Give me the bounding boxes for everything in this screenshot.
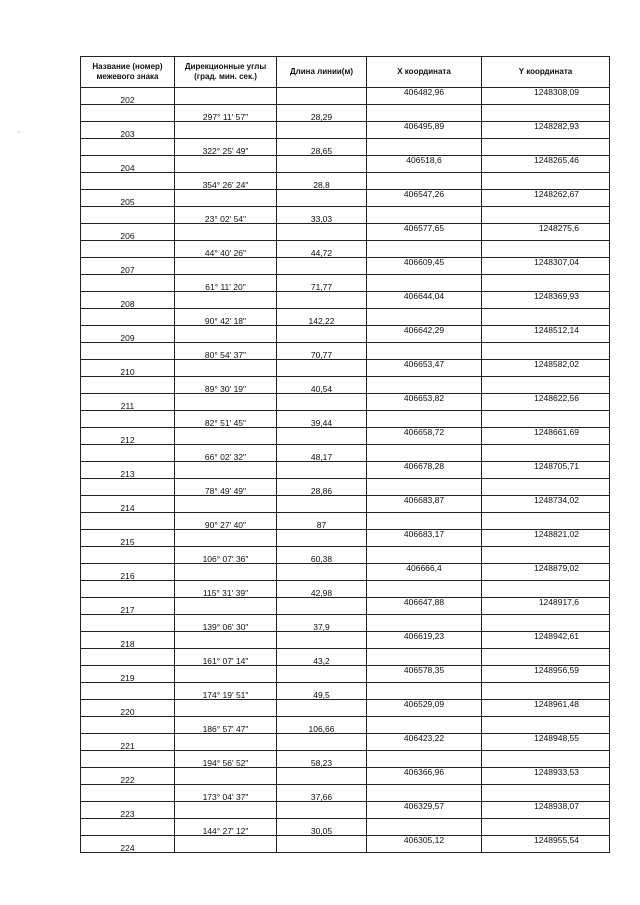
table-row-point [81,462,610,479]
angle-cell-empty [175,224,277,241]
point-name-cell: 203 [81,122,175,139]
point-name-cell-empty [81,649,175,666]
direction-angle-cell: 186° 57' 47" [175,717,277,734]
table-row-point [81,632,610,649]
direction-angle-cell: 144° 27' 12" [175,819,277,836]
x-coordinate-cell-empty [367,207,482,224]
angle-cell-empty [175,462,277,479]
direction-angle-cell: 78° 49' 49" [175,479,277,496]
direction-angle-cell: 322° 25' 49" [175,139,277,156]
table-row-point [81,122,610,139]
x-coordinate-cell: 406653,82 [367,394,482,411]
y-coordinate-cell-empty [482,649,610,666]
table-row-segment [81,683,610,700]
table-row-segment [81,377,610,394]
point-name-cell: 219 [81,666,175,683]
point-name-cell: 212 [81,428,175,445]
table-row-segment [81,173,610,190]
header-point-name: Название (номер) межевого знака [81,57,175,88]
point-name-cell: 204 [81,156,175,173]
point-name-cell-empty [81,615,175,632]
point-name-cell-empty [81,105,175,122]
table-row-segment [81,615,610,632]
direction-angle-cell: 106° 07' 36" [175,547,277,564]
point-name-cell-empty [81,445,175,462]
x-coordinate-cell-empty [367,105,482,122]
table-row-point [81,292,610,309]
direction-angle-cell: 80° 54' 37" [175,343,277,360]
y-coordinate-cell-empty [482,173,610,190]
angle-cell-empty [175,156,277,173]
length-cell-empty [277,768,367,785]
direction-angle-cell: 66° 02' 32" [175,445,277,462]
header-line-length: Длина линии(м) [277,57,367,88]
x-coordinate-cell: 406305,12 [367,836,482,853]
point-name-cell: 209 [81,326,175,343]
table-row-point [81,598,610,615]
line-length-cell: 48,17 [277,445,367,462]
line-length-cell: 40,54 [277,377,367,394]
y-coordinate-cell: 1248948,55 [482,734,610,751]
x-coordinate-cell: 406609,45 [367,258,482,275]
angle-cell-empty [175,836,277,853]
boundary-points-table [80,56,610,853]
x-coordinate-cell-empty [367,751,482,768]
x-coordinate-cell-empty [367,717,482,734]
direction-angle-cell: 139° 06' 30" [175,615,277,632]
y-coordinate-cell-empty [482,207,610,224]
x-coordinate-cell: 406642,29 [367,326,482,343]
table-row-segment [81,547,610,564]
table-row-segment [81,343,610,360]
direction-angle-cell: 194° 56' 52" [175,751,277,768]
table-row-point [81,258,610,275]
y-coordinate-cell: 1248262,67 [482,190,610,207]
direction-angle-cell: 82° 51' 45" [175,411,277,428]
length-cell-empty [277,326,367,343]
point-name-cell-empty [81,819,175,836]
x-coordinate-cell-empty [367,377,482,394]
y-coordinate-cell-empty [482,445,610,462]
x-coordinate-cell-empty [367,819,482,836]
point-name-cell-empty [81,581,175,598]
angle-cell-empty [175,768,277,785]
x-coordinate-cell-empty [367,275,482,292]
table-row-point [81,530,610,547]
point-name-cell: 210 [81,360,175,377]
x-coordinate-cell-empty [367,445,482,462]
y-coordinate-cell: 1248961,48 [482,700,610,717]
y-coordinate-cell: 1248308,09 [482,88,610,105]
x-coordinate-cell-empty [367,615,482,632]
point-name-cell: 223 [81,802,175,819]
y-coordinate-cell: 1248275,6 [482,224,610,241]
angle-cell-empty [175,428,277,445]
x-coordinate-cell: 406647,88 [367,598,482,615]
y-coordinate-cell-empty [482,683,610,700]
x-coordinate-cell-empty [367,411,482,428]
angle-cell-empty [175,734,277,751]
y-coordinate-cell: 1248821,02 [482,530,610,547]
point-name-cell: 205 [81,190,175,207]
point-name-cell-empty [81,751,175,768]
x-coordinate-cell: 406366,96 [367,768,482,785]
point-name-cell-empty [81,479,175,496]
point-name-cell: 218 [81,632,175,649]
length-cell-empty [277,734,367,751]
length-cell-empty [277,360,367,377]
length-cell-empty [277,394,367,411]
y-coordinate-cell: 1248917,6 [482,598,610,615]
x-coordinate-cell: 406653,47 [367,360,482,377]
length-cell-empty [277,462,367,479]
line-length-cell: 142,22 [277,309,367,326]
point-name-cell: 221 [81,734,175,751]
point-name-cell-empty [81,717,175,734]
point-name-cell: 207 [81,258,175,275]
length-cell-empty [277,632,367,649]
length-cell-empty [277,496,367,513]
line-length-cell: 106,66 [277,717,367,734]
y-coordinate-cell: 1248942,61 [482,632,610,649]
y-coordinate-cell-empty [482,411,610,428]
direction-angle-cell: 23° 02' 54" [175,207,277,224]
point-name-cell-empty [81,275,175,292]
length-cell-empty [277,88,367,105]
length-cell-empty [277,666,367,683]
line-length-cell: 33,03 [277,207,367,224]
table-row-point [81,564,610,581]
table-row-point [81,768,610,785]
table-row-point [81,190,610,207]
table-row-segment [81,207,610,224]
point-name-cell-empty [81,207,175,224]
y-coordinate-cell-empty [482,785,610,802]
table-row-segment [81,445,610,462]
x-coordinate-cell: 406619,23 [367,632,482,649]
direction-angle-cell: 297° 11' 57" [175,105,277,122]
point-name-cell-empty [81,309,175,326]
point-name-cell-empty [81,547,175,564]
x-coordinate-cell-empty [367,683,482,700]
line-length-cell: 37,9 [277,615,367,632]
length-cell-empty [277,156,367,173]
direction-angle-cell: 115° 31' 39" [175,581,277,598]
x-coordinate-cell: 406658,72 [367,428,482,445]
y-coordinate-cell: 1248705,71 [482,462,610,479]
table-row-point [81,666,610,683]
y-coordinate-cell: 1248512,14 [482,326,610,343]
line-length-cell: 58,23 [277,751,367,768]
y-coordinate-cell-empty [482,513,610,530]
x-coordinate-cell-empty [367,547,482,564]
table-row-point [81,360,610,377]
y-coordinate-cell-empty [482,343,610,360]
direction-angle-cell: 44° 40' 26" [175,241,277,258]
table-row-segment [81,785,610,802]
table-row-point [81,802,610,819]
y-coordinate-cell-empty [482,241,610,258]
table-row-segment [81,479,610,496]
y-coordinate-cell: 1248661,69 [482,428,610,445]
line-length-cell: 70,77 [277,343,367,360]
y-coordinate-cell-empty [482,479,610,496]
header-direction-angle: Дирекционные углы (град. мин. сек.) [175,57,277,88]
table-row-point [81,394,610,411]
direction-angle-cell: 354° 26' 24" [175,173,277,190]
point-name-cell-empty [81,513,175,530]
point-name-cell-empty [81,411,175,428]
table-row-point [81,700,610,717]
x-coordinate-cell: 406683,17 [367,530,482,547]
y-coordinate-cell-empty [482,139,610,156]
x-coordinate-cell: 406666,4 [367,564,482,581]
angle-cell-empty [175,360,277,377]
y-coordinate-cell: 1248369,93 [482,292,610,309]
x-coordinate-cell: 406683,87 [367,496,482,513]
x-coordinate-cell-empty [367,581,482,598]
length-cell-empty [277,598,367,615]
point-name-cell: 215 [81,530,175,547]
direction-angle-cell: 89° 30' 19" [175,377,277,394]
y-coordinate-cell: 1248879,02 [482,564,610,581]
x-coordinate-cell: 406495,89 [367,122,482,139]
y-coordinate-cell-empty [482,615,610,632]
x-coordinate-cell: 406482,96 [367,88,482,105]
line-length-cell: 71,77 [277,275,367,292]
x-coordinate-cell: 406529,09 [367,700,482,717]
direction-angle-cell: 174° 19' 51" [175,683,277,700]
header-y-coordinate: Y координата [482,57,610,88]
table-body [81,88,610,853]
point-name-cell-empty [81,683,175,700]
table-row-segment [81,649,610,666]
y-coordinate-cell: 1248734,02 [482,496,610,513]
length-cell-empty [277,836,367,853]
x-coordinate-cell-empty [367,513,482,530]
y-coordinate-cell-empty [482,581,610,598]
point-name-cell-empty [81,241,175,258]
line-length-cell: 28,65 [277,139,367,156]
point-name-cell: 208 [81,292,175,309]
angle-cell-empty [175,598,277,615]
table-row-segment [81,513,610,530]
angle-cell-empty [175,88,277,105]
length-cell-empty [277,224,367,241]
x-coordinate-cell-empty [367,479,482,496]
table-row-segment [81,819,610,836]
y-coordinate-cell-empty [482,377,610,394]
angle-cell-empty [175,292,277,309]
line-length-cell: 39,44 [277,411,367,428]
table-row-segment [81,751,610,768]
angle-cell-empty [175,190,277,207]
y-coordinate-cell: 1248307,04 [482,258,610,275]
table-row-segment [81,309,610,326]
table-row-segment [81,275,610,292]
angle-cell-empty [175,564,277,581]
table-row-segment [81,241,610,258]
direction-angle-cell: 90° 42' 18" [175,309,277,326]
point-name-cell: 222 [81,768,175,785]
line-length-cell: 30,05 [277,819,367,836]
angle-cell-empty [175,666,277,683]
point-name-cell: 206 [81,224,175,241]
length-cell-empty [277,802,367,819]
length-cell-empty [277,258,367,275]
angle-cell-empty [175,496,277,513]
line-length-cell: 28,29 [277,105,367,122]
y-coordinate-cell: 1248582,02 [482,360,610,377]
point-name-cell-empty [81,173,175,190]
line-length-cell: 28,86 [277,479,367,496]
y-coordinate-cell-empty [482,309,610,326]
angle-cell-empty [175,632,277,649]
length-cell-empty [277,292,367,309]
line-length-cell: 43,2 [277,649,367,666]
direction-angle-cell: 61° 11' 20" [175,275,277,292]
line-length-cell: 60,38 [277,547,367,564]
angle-cell-empty [175,394,277,411]
direction-angle-cell: 161° 07' 14" [175,649,277,666]
angle-cell-empty [175,700,277,717]
point-name-cell-empty [81,377,175,394]
x-coordinate-cell: 406329,57 [367,802,482,819]
line-length-cell: 87 [277,513,367,530]
y-coordinate-cell: 1248282,93 [482,122,610,139]
y-coordinate-cell-empty [482,819,610,836]
point-name-cell: 213 [81,462,175,479]
direction-angle-cell: 173° 04' 37" [175,785,277,802]
y-coordinate-cell: 1248938,07 [482,802,610,819]
x-coordinate-cell: 406423,22 [367,734,482,751]
line-length-cell: 28,8 [277,173,367,190]
angle-cell-empty [175,122,277,139]
angle-cell-empty [175,258,277,275]
table-row-point [81,428,610,445]
length-cell-empty [277,428,367,445]
table-row-point [81,836,610,853]
x-coordinate-cell: 406547,26 [367,190,482,207]
y-coordinate-cell-empty [482,547,610,564]
y-coordinate-cell-empty [482,275,610,292]
x-coordinate-cell-empty [367,241,482,258]
table-row-point [81,326,610,343]
length-cell-empty [277,700,367,717]
y-coordinate-cell: 1248933,53 [482,768,610,785]
point-name-cell: 216 [81,564,175,581]
length-cell-empty [277,190,367,207]
y-coordinate-cell: 1248955,54 [482,836,610,853]
table-row-segment [81,717,610,734]
length-cell-empty [277,564,367,581]
table-row-segment [81,581,610,598]
x-coordinate-cell-empty [367,343,482,360]
header-x-coordinate: X координата [367,57,482,88]
line-length-cell: 49,5 [277,683,367,700]
x-coordinate-cell-empty [367,173,482,190]
x-coordinate-cell: 406577,65 [367,224,482,241]
x-coordinate-cell-empty [367,139,482,156]
x-coordinate-cell-empty [367,649,482,666]
point-name-cell-empty [81,785,175,802]
point-name-cell: 214 [81,496,175,513]
angle-cell-empty [175,326,277,343]
x-coordinate-cell: 406644,04 [367,292,482,309]
table-header-row [81,57,610,88]
x-coordinate-cell: 406678,28 [367,462,482,479]
length-cell-empty [277,122,367,139]
y-coordinate-cell: 1248956,59 [482,666,610,683]
length-cell-empty [277,530,367,547]
x-coordinate-cell-empty [367,785,482,802]
table-row-point [81,156,610,173]
table-row-segment [81,411,610,428]
table-row-segment [81,139,610,156]
table-row-point [81,224,610,241]
point-name-cell-empty [81,139,175,156]
x-coordinate-cell: 406518,6 [367,156,482,173]
table-row-point [81,734,610,751]
line-length-cell: 42,98 [277,581,367,598]
direction-angle-cell: 90° 27' 40" [175,513,277,530]
angle-cell-empty [175,802,277,819]
point-name-cell-empty [81,343,175,360]
y-coordinate-cell: 1248265,46 [482,156,610,173]
y-coordinate-cell: 1248622,56 [482,394,610,411]
x-coordinate-cell: 406578,35 [367,666,482,683]
y-coordinate-cell-empty [482,717,610,734]
table-row-point [81,88,610,105]
angle-cell-empty [175,530,277,547]
line-length-cell: 37,66 [277,785,367,802]
table-row-segment [81,105,610,122]
point-name-cell: 211 [81,394,175,411]
point-name-cell: 224 [81,836,175,853]
line-length-cell: 44,72 [277,241,367,258]
y-coordinate-cell-empty [482,751,610,768]
point-name-cell: 220 [81,700,175,717]
point-name-cell: 202 [81,88,175,105]
x-coordinate-cell-empty [367,309,482,326]
y-coordinate-cell-empty [482,105,610,122]
table-row-point [81,496,610,513]
scan-speck [18,120,20,122]
point-name-cell: 217 [81,598,175,615]
